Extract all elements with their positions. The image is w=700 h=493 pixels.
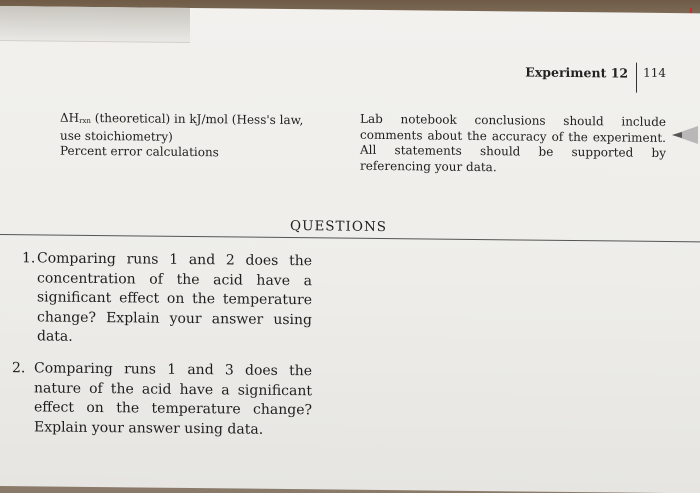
header-divider <box>636 63 637 93</box>
question-2 <box>12 359 312 440</box>
section-divider <box>0 234 700 242</box>
conclusions-note: Lab notebook conclusions should include comments about the accuracy of the experiment. All statements should be supported by referencing your data. <box>360 111 666 174</box>
questions-heading: QUESTIONS <box>290 218 388 236</box>
page-number: 114 <box>643 65 666 80</box>
calculations-list <box>60 111 330 162</box>
question-number: 2. <box>12 360 26 377</box>
clipboard-edge <box>0 6 190 43</box>
delta-h-symbol: ΔH <box>60 110 80 125</box>
question-1 <box>22 249 312 350</box>
calc-item-stoichiometry: use stoichiometry) <box>60 128 173 144</box>
pen-tip-icon <box>672 124 698 146</box>
question-number: 1. <box>22 250 36 267</box>
question-text: Comparing runs 1 and 2 does the concentration of the acid have a significant effect on the temperature change? Explain your answer using data. <box>37 250 312 345</box>
worksheet-page <box>0 6 700 493</box>
calc-item-percent-error: Percent error calculations <box>60 143 219 160</box>
rxn-subscript: rxn <box>79 116 91 125</box>
page-header <box>525 52 666 93</box>
question-text: Comparing runs 1 and 3 does the nature of the acid have a significant effect on the temperature change? Explain your answer using data. <box>34 360 312 438</box>
experiment-title: Experiment 12 <box>525 64 629 81</box>
calc-item-enthalpy-text: (theoretical) in kJ/mol (Hess's law, <box>90 110 304 128</box>
